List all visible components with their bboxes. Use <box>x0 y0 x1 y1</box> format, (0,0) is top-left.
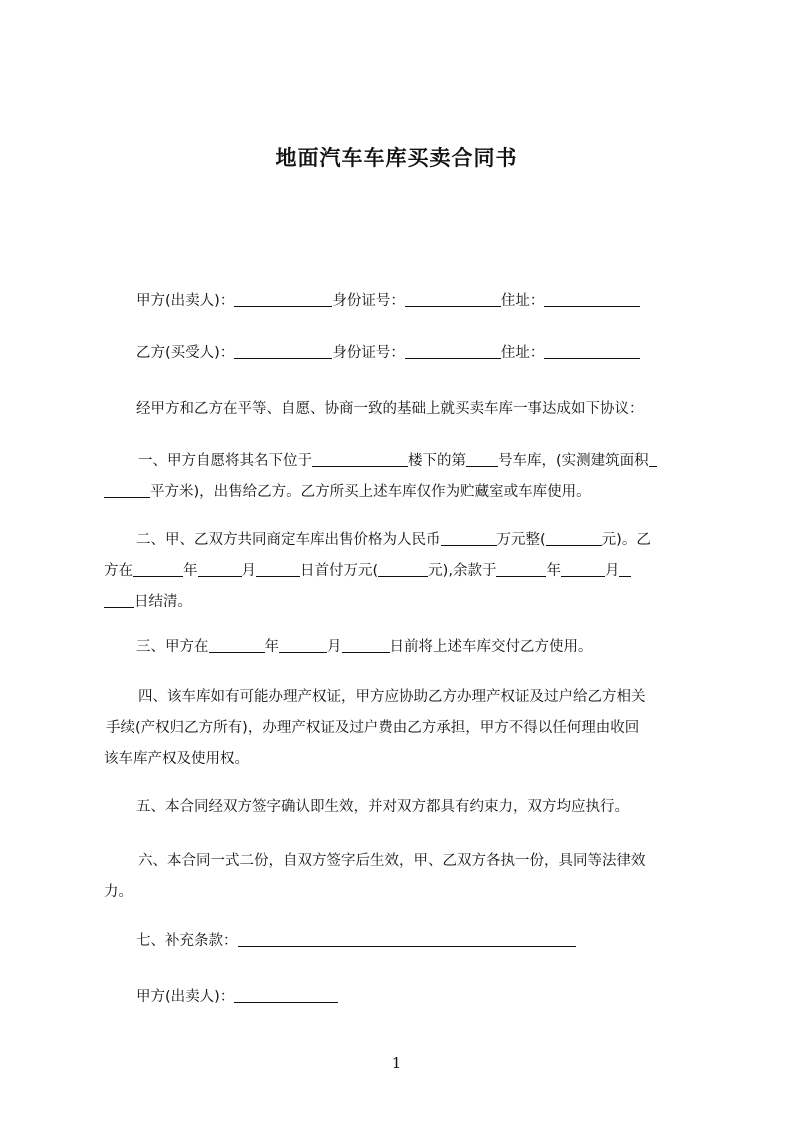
clause-2 <box>104 525 708 618</box>
clause1-area-blank-start[interactable] <box>649 465 657 467</box>
clause2-first-month-blank[interactable] <box>198 575 242 577</box>
intro-text: 经甲方和乙方在平等、自愿、协商一致的基础上就买卖车库一事达成如下协议： <box>136 401 644 417</box>
clause-7 <box>104 926 708 957</box>
document-title: 地面汽车车库买卖合同书 <box>275 146 518 170</box>
clause7-label: 七、补充条款： <box>136 933 238 949</box>
clause1-garage-number-blank[interactable] <box>466 465 498 467</box>
clause3-text-a: 三、甲方在 <box>136 639 209 655</box>
signature-block <box>104 982 708 1013</box>
clause2-text-e: 日首付万元( <box>300 563 379 579</box>
clause2-balance-day-blank-start[interactable] <box>619 575 631 577</box>
clause2-balance-day-blank[interactable] <box>104 606 134 608</box>
seller-name-blank[interactable] <box>234 305 332 307</box>
clause2-first-day-blank[interactable] <box>256 575 300 577</box>
seller-id-label: 身份证号： <box>332 293 405 309</box>
clause2-year-1: 年 <box>183 563 198 579</box>
seller-address-label: 住址： <box>500 293 545 309</box>
clause1-text-c: 号车库，(实测建筑面积 <box>498 453 649 469</box>
seller-info-line <box>104 286 708 317</box>
clause1-area-blank[interactable] <box>104 496 150 498</box>
clause3-day-blank[interactable] <box>342 651 390 653</box>
clause2-month-1: 月 <box>241 563 256 579</box>
clause2-price-wan-blank[interactable] <box>441 544 497 546</box>
clause2-text-a: 二、甲、乙双方共同商定车库出售价格为人民币 <box>136 532 441 548</box>
clause1-text-d: 平方米)，出售给乙方。乙方所买上述车库仅作为贮藏室或车库使用。 <box>150 484 591 500</box>
buyer-id-blank[interactable] <box>405 357 501 359</box>
clause1-location-blank[interactable] <box>312 465 408 467</box>
clause3-text-b: 日前将上述车库交付乙方使用。 <box>389 639 593 655</box>
buyer-info-line <box>104 338 708 369</box>
buyer-label: 乙方(买受人)： <box>136 345 235 361</box>
buyer-name-blank[interactable] <box>234 357 332 359</box>
clause-6 <box>104 846 708 908</box>
clause2-text-b: 万元整( <box>496 532 546 548</box>
seller-id-blank[interactable] <box>405 305 501 307</box>
clause3-month: 月 <box>327 639 342 655</box>
clause2-text-f: 元),余款于 <box>428 563 497 579</box>
clause2-balance-year-blank[interactable] <box>496 575 546 577</box>
clause4-line-2: 手续(产权归乙方所有)，办理产权证及过户费由乙方承担，甲方不得以任何理由收回 <box>106 720 640 736</box>
clause-1 <box>104 446 708 508</box>
clause1-text-a: 一、甲方自愿将其名下位于 <box>138 453 312 469</box>
clause3-year: 年 <box>264 639 279 655</box>
clause-3 <box>104 632 708 663</box>
supplementary-terms-blank[interactable] <box>238 945 576 947</box>
clause2-balance-month-blank[interactable] <box>561 575 605 577</box>
clause-4 <box>104 682 708 775</box>
clause3-year-blank[interactable] <box>209 651 265 653</box>
buyer-id-label: 身份证号： <box>332 345 405 361</box>
clause3-month-blank[interactable] <box>279 651 327 653</box>
clause1-text-b: 楼下的第 <box>408 453 466 469</box>
intro-paragraph <box>104 394 708 425</box>
clause2-down-payment-blank[interactable] <box>378 575 428 577</box>
signature-seller-blank[interactable] <box>234 1001 338 1003</box>
clause2-first-year-blank[interactable] <box>133 575 183 577</box>
clause2-text-d: 方在 <box>104 563 133 579</box>
seller-address-blank[interactable] <box>544 305 640 307</box>
clause2-text-g: 日结清。 <box>134 594 192 610</box>
page-number: 1 <box>391 1054 402 1072</box>
clause6-line-1: 六、本合同一式二份，自双方签字后生效，甲、乙双方各执一份，具同等法律效 <box>138 853 646 869</box>
clause5-text: 五、本合同经双方签字确认即生效，并对双方都具有约束力，双方均应执行。 <box>136 799 629 815</box>
clause6-line-2: 力。 <box>104 884 133 900</box>
buyer-address-label: 住址： <box>500 345 545 361</box>
clause4-line-1: 四、该车库如有可能办理产权证，甲方应协助乙方办理产权证及过户给乙方相关 <box>138 689 646 705</box>
clause2-month-2: 月 <box>604 563 620 579</box>
seller-label: 甲方(出卖人)： <box>136 293 235 309</box>
clause2-price-yuan-blank[interactable] <box>546 544 602 546</box>
clause4-line-3: 该车库产权及使用权。 <box>104 751 249 767</box>
clause2-year-2: 年 <box>546 563 561 579</box>
buyer-address-blank[interactable] <box>544 357 640 359</box>
clause2-text-c: 元)。乙 <box>601 532 651 548</box>
signature-seller-label: 甲方(出卖人)： <box>136 989 235 1005</box>
clause-5 <box>104 792 708 823</box>
